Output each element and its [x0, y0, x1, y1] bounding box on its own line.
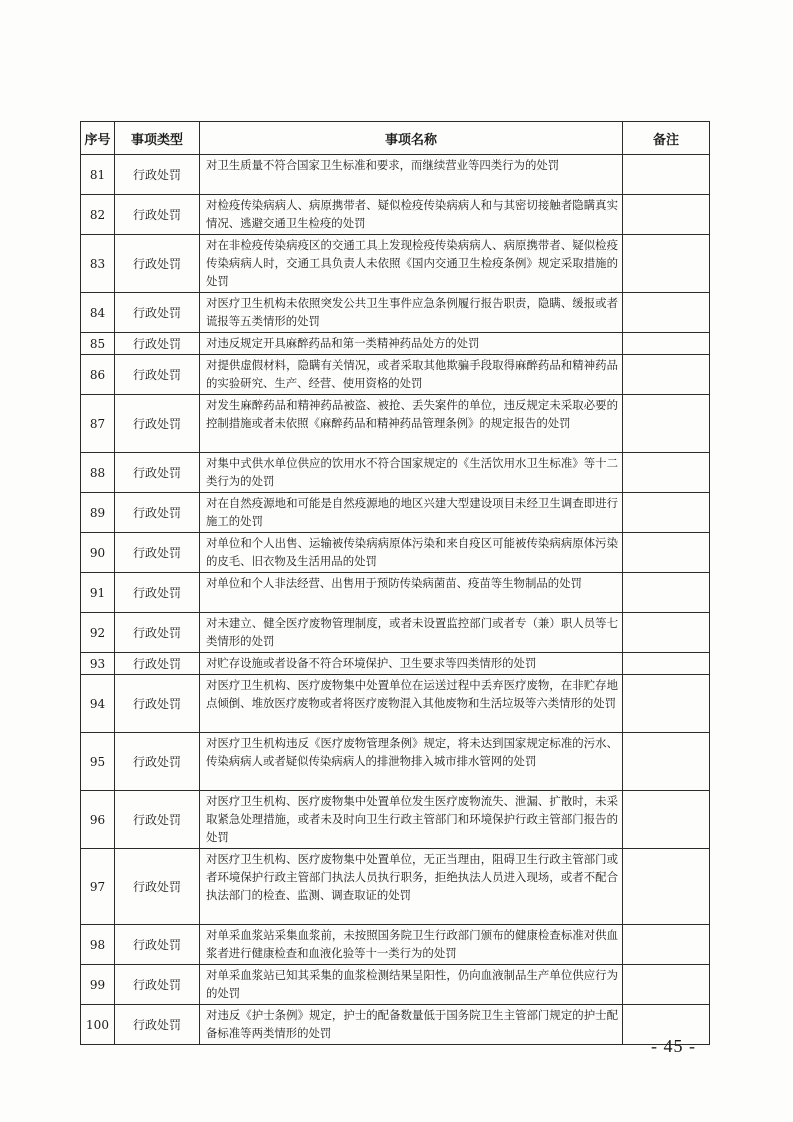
row-item-type: 行政处罚: [115, 235, 200, 293]
table-row: [81, 653, 710, 675]
row-item-type: 行政处罚: [115, 613, 200, 653]
header-remarks: 备注: [623, 122, 710, 155]
row-item-name: 对单采血浆站采集血浆前，未按照国务院卫生行政部门颁布的健康检查标准对供血浆者进行健康检查和血液化验等十一类行为的处罚: [200, 925, 623, 965]
table-row: [81, 453, 710, 493]
row-item-name: 对医疗卫生机构违反《医疗废物管理条例》规定，将未达到国家规定标准的污水、传染病病人或者疑似传染病病人的排泄物排入城市排水管网的处罚: [200, 733, 623, 791]
row-serial-number: 86: [81, 355, 115, 395]
row-remarks: [623, 355, 710, 395]
row-serial-number: 99: [81, 965, 115, 1005]
table-row: [81, 613, 710, 653]
row-item-type: 行政处罚: [115, 573, 200, 613]
row-item-name: 对单位和个人出售、运输被传染病病原体污染和来自疫区可能被传染病病原体污染的皮毛、旧衣物及生活用品的处罚: [200, 533, 623, 573]
row-remarks: [623, 925, 710, 965]
row-item-type: 行政处罚: [115, 395, 200, 453]
row-remarks: [623, 653, 710, 675]
row-remarks: [623, 293, 710, 333]
row-item-name: 对违反规定开具麻醉药品和第一类精神药品处方的处罚: [200, 333, 623, 355]
row-item-name: 对违反《护士条例》规定，护士的配备数量低于国务院卫生主管部门规定的护士配备标准等两类情形的处罚: [200, 1005, 623, 1045]
row-remarks: [623, 533, 710, 573]
table-row: [81, 849, 710, 925]
row-item-name: 对医疗卫生机构、医疗废物集中处置单位，无正当理由，阻碍卫生行政主管部门或者环境保护行政主管部门执法人员执行职务，拒绝执法人员进入现场，或者不配合执法部门的检查、监测、调查取证的处罚: [200, 849, 623, 925]
row-item-name: 对卫生质量不符合国家卫生标准和要求，而继续营业等四类行为的处罚: [200, 155, 623, 195]
row-remarks: [623, 235, 710, 293]
row-item-type: 行政处罚: [115, 849, 200, 925]
row-item-type: 行政处罚: [115, 675, 200, 733]
row-remarks: [623, 395, 710, 453]
row-item-name: 对提供虚假材料，隐瞒有关情况，或者采取其他欺骗手段取得麻醉药品和精神药品的实验研究、生产、经营、使用资格的处罚: [200, 355, 623, 395]
row-remarks: [623, 791, 710, 849]
row-remarks: [623, 849, 710, 925]
row-serial-number: 95: [81, 733, 115, 791]
row-remarks: [623, 733, 710, 791]
table-row: [81, 333, 710, 355]
table-row: [81, 293, 710, 333]
row-item-name: 对贮存设施或者设备不符合环境保护、卫生要求等四类情形的处罚: [200, 653, 623, 675]
row-item-type: 行政处罚: [115, 355, 200, 395]
row-serial-number: 96: [81, 791, 115, 849]
row-item-type: 行政处罚: [115, 1005, 200, 1045]
table-row: [81, 573, 710, 613]
row-item-type: 行政处罚: [115, 653, 200, 675]
table-row: [81, 355, 710, 395]
row-remarks: [623, 493, 710, 533]
table-body: [81, 155, 710, 1045]
row-serial-number: 84: [81, 293, 115, 333]
row-item-name: 对医疗卫生机构、医疗废物集中处置单位发生医疗废物流失、泄漏、扩散时，未采取紧急处理措施，或者未及时向卫生行政主管部门和环境保护行政主管部门报告的处罚: [200, 791, 623, 849]
row-item-name: 对发生麻醉药品和精神药品被盗、被抢、丢失案件的单位，违反规定未采取必要的控制措施或者未依照《麻醉药品和精神药品管理条例》的规定报告的处罚: [200, 395, 623, 453]
header-serial-number: 序号: [81, 122, 115, 155]
row-serial-number: 100: [81, 1005, 115, 1045]
row-serial-number: 97: [81, 849, 115, 925]
table-row: [81, 533, 710, 573]
row-serial-number: 91: [81, 573, 115, 613]
row-item-name: 对在自然疫源地和可能是自然疫源地的地区兴建大型建设项目未经卫生调查即进行施工的处罚: [200, 493, 623, 533]
table-row: [81, 791, 710, 849]
row-serial-number: 87: [81, 395, 115, 453]
row-item-name: 对医疗卫生机构未依照突发公共卫生事件应急条例履行报告职责，隐瞒、缓报或者谎报等五类情形的处罚: [200, 293, 623, 333]
row-item-type: 行政处罚: [115, 293, 200, 333]
table-header-row: [81, 122, 710, 155]
row-item-type: 行政处罚: [115, 791, 200, 849]
table-row: [81, 493, 710, 533]
row-item-type: 行政处罚: [115, 453, 200, 493]
row-item-name: 对检疫传染病病人、病原携带者、疑似检疫传染病病人和与其密切接触者隐瞒真实情况、逃避交通卫生检疫的处罚: [200, 195, 623, 235]
items-table: [80, 121, 710, 1045]
page-number: - 45 -: [651, 1036, 696, 1056]
row-item-name: 对单采血浆站已知其采集的血浆检测结果呈阳性，仍向血液制品生产单位供应行为的处罚: [200, 965, 623, 1005]
header-item-name: 事项名称: [200, 122, 623, 155]
row-item-type: 行政处罚: [115, 195, 200, 235]
row-serial-number: 89: [81, 493, 115, 533]
row-serial-number: 81: [81, 155, 115, 195]
table-row: [81, 1005, 710, 1045]
row-serial-number: 83: [81, 235, 115, 293]
row-serial-number: 90: [81, 533, 115, 573]
row-item-name: 对单位和个人非法经营、出售用于预防传染病菌苗、疫苗等生物制品的处罚: [200, 573, 623, 613]
row-remarks: [623, 453, 710, 493]
table-row: [81, 395, 710, 453]
row-item-type: 行政处罚: [115, 733, 200, 791]
row-remarks: [623, 155, 710, 195]
row-serial-number: 88: [81, 453, 115, 493]
row-serial-number: 93: [81, 653, 115, 675]
row-serial-number: 85: [81, 333, 115, 355]
row-remarks: [623, 195, 710, 235]
table-row: [81, 965, 710, 1005]
header-item-type: 事项类型: [115, 122, 200, 155]
table-row: [81, 925, 710, 965]
row-serial-number: 92: [81, 613, 115, 653]
row-serial-number: 82: [81, 195, 115, 235]
row-remarks: [623, 965, 710, 1005]
row-remarks: [623, 613, 710, 653]
table-row: [81, 155, 710, 195]
row-item-type: 行政处罚: [115, 333, 200, 355]
row-remarks: [623, 333, 710, 355]
table-row: [81, 675, 710, 733]
table-row: [81, 195, 710, 235]
row-item-type: 行政处罚: [115, 155, 200, 195]
table-row: [81, 235, 710, 293]
row-item-type: 行政处罚: [115, 925, 200, 965]
row-serial-number: 98: [81, 925, 115, 965]
row-item-name: 对在非检疫传染病疫区的交通工具上发现检疫传染病病人、病原携带者、疑似检疫传染病病人时，交通工具负责人未依照《国内交通卫生检疫条例》规定采取措施的处罚: [200, 235, 623, 293]
row-serial-number: 94: [81, 675, 115, 733]
row-item-name: 对医疗卫生机构、医疗废物集中处置单位在运送过程中丢弃医疗废物，在非贮存地点倾倒、堆放医疗废物或者将医疗废物混入其他废物和生活垃圾等六类情形的处罚: [200, 675, 623, 733]
row-remarks: [623, 573, 710, 613]
row-item-name: 对集中式供水单位供应的饮用水不符合国家规定的《生活饮用水卫生标准》等十二类行为的处罚: [200, 453, 623, 493]
table-row: [81, 733, 710, 791]
row-item-type: 行政处罚: [115, 533, 200, 573]
row-item-type: 行政处罚: [115, 493, 200, 533]
row-item-type: 行政处罚: [115, 965, 200, 1005]
row-item-name: 对未建立、健全医疗废物管理制度，或者未设置监控部门或者专（兼）职人员等七类情形的处罚: [200, 613, 623, 653]
row-remarks: [623, 675, 710, 733]
